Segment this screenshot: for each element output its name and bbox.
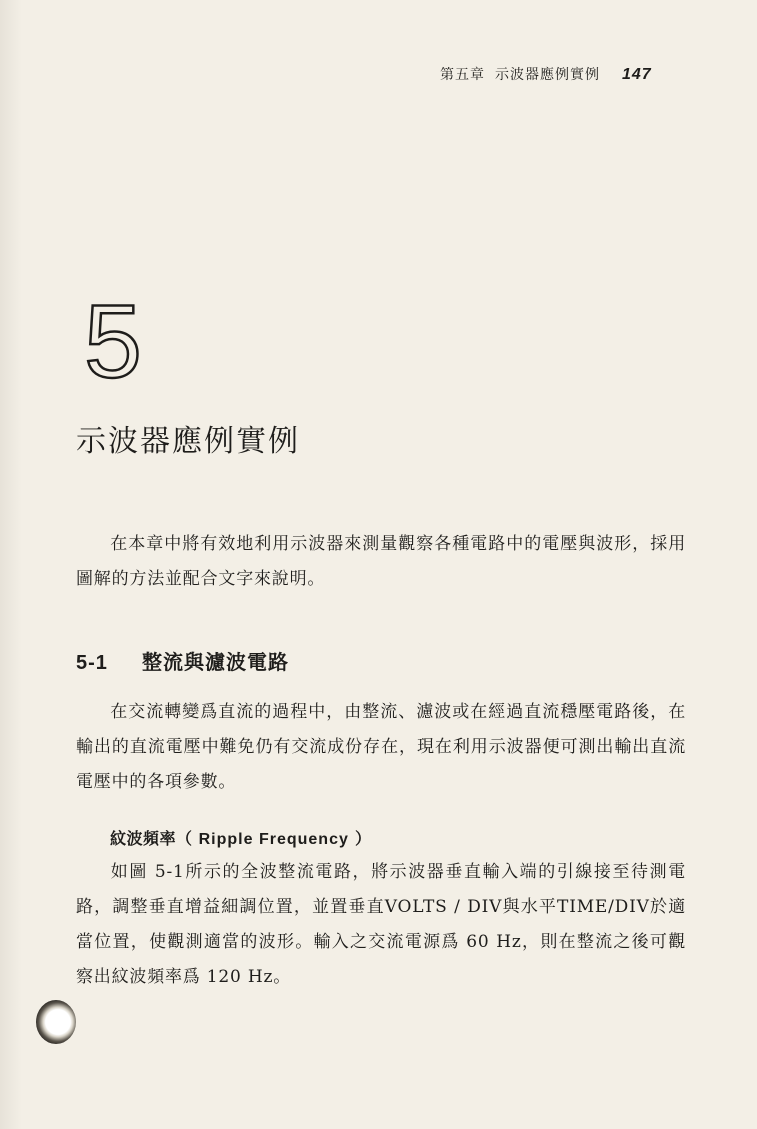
subsection-title-zh: 紋波頻率 xyxy=(110,829,177,848)
intro-paragraph xyxy=(76,527,686,597)
subsection-paragraph-text: 如圖 5-1所示的全波整流電路，將示波器垂直輸入端的引線接至待測電路，調整垂直增益細調位置，並置垂直VOLTS / DIV與水平TIME/DIV於適當位置，使觀測適當的波形。輸入之交流電源爲 60 Hz，則在整流之後可觀察出紋波頻率爲 120 Hz。 xyxy=(76,862,686,987)
running-head xyxy=(440,64,680,84)
section-paragraph xyxy=(76,695,686,800)
subsection-title-en: Ripple Frequency xyxy=(198,831,349,848)
section-paragraph-text: 在交流轉變爲直流的過程中，由整流、濾波或在經過直流穩壓電路後，在輸出的直流電壓中難免仍有交流成份存在，現在利用示波器便可測出輸出直流電壓中的各項參數。 xyxy=(76,702,686,792)
section-title: 整流與濾波電路 xyxy=(142,650,289,674)
running-head-title: 示波器應例實例 xyxy=(495,67,600,83)
chapter-title: 示波器應例實例 xyxy=(76,424,300,459)
punch-hole xyxy=(36,1000,76,1044)
intro-text: 在本章中將有效地利用示波器來測量觀察各種電路中的電壓與波形，採用圖解的方法並配合文字來說明。 xyxy=(76,534,686,589)
running-head-chapter: 第五章 xyxy=(440,67,485,83)
section-heading xyxy=(76,646,289,675)
chapter-number: 5 xyxy=(84,284,142,400)
subsection-heading xyxy=(110,826,371,849)
subsection-open-paren: （ xyxy=(176,829,193,848)
subsection-paragraph xyxy=(76,855,686,995)
section-number: 5-1 xyxy=(76,652,108,674)
page-number: 147 xyxy=(622,66,652,83)
subsection-close-paren: ） xyxy=(354,829,372,848)
